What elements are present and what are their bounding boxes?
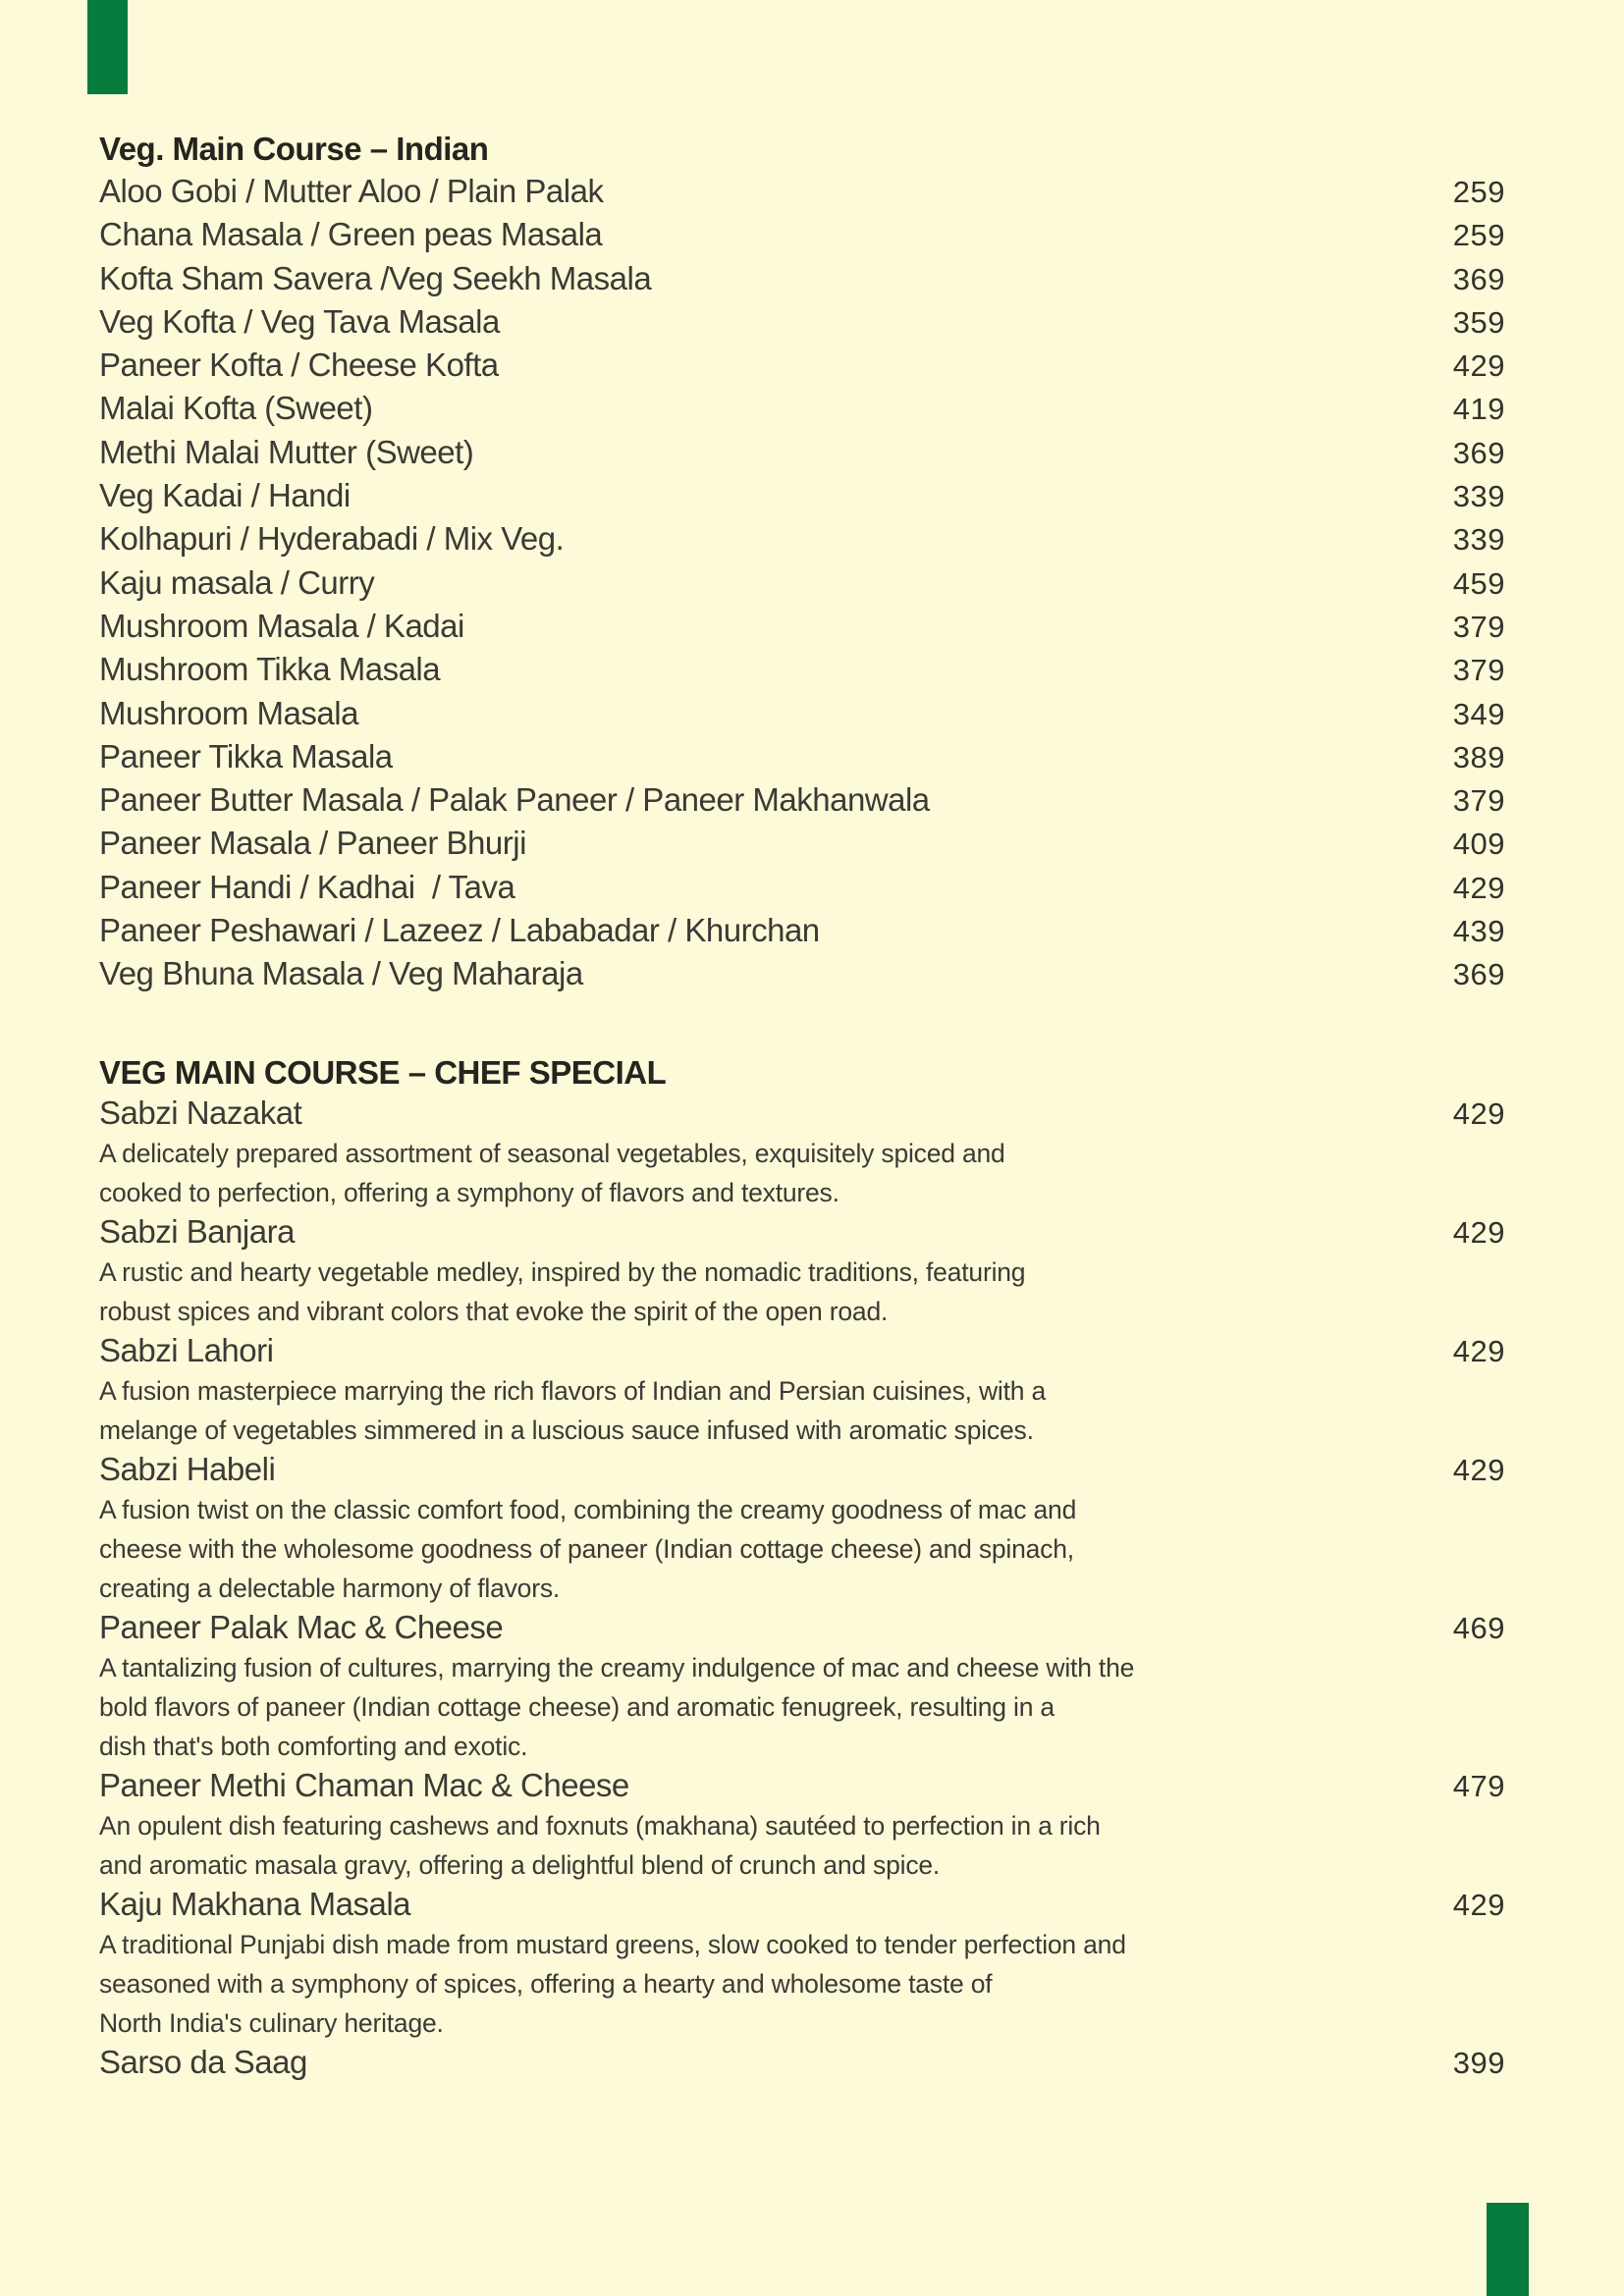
menu-item-row (99, 692, 1505, 735)
item-price: 339 (1452, 522, 1505, 558)
item-price: 429 (1452, 1452, 1505, 1487)
item-price: 359 (1452, 304, 1505, 340)
item-description-line: A tantalizing fusion of cultures, marrying the creamy indulgence of mac and cheese with the (99, 1652, 1135, 1682)
menu-item-row (99, 474, 1505, 517)
item-price: 469 (1452, 1610, 1505, 1645)
section-title: VEG MAIN COURSE – CHEF SPECIAL (99, 1053, 667, 1091)
item-name: Sabzi Banjara (99, 1212, 295, 1250)
item-price: 259 (1452, 218, 1505, 253)
menu-item-row (99, 1766, 1505, 1806)
section-title: Veg. Main Course – Indian (99, 131, 489, 167)
menu-item-row (99, 822, 1505, 865)
menu-item-row (99, 344, 1505, 387)
item-name: Malai Kofta (Sweet) (99, 390, 373, 427)
item-price: 429 (1452, 1333, 1505, 1368)
item-name: Mushroom Masala / Kadai (99, 607, 464, 644)
menu-item-row (99, 387, 1505, 430)
item-description-line: A rustic and hearty vegetable medley, inspired by the nomadic traditions, featuring (99, 1256, 1026, 1287)
item-name: Paneer Palak Mac & Cheese (99, 1608, 504, 1645)
item-price: 349 (1452, 696, 1505, 731)
item-name: Aloo Gobi / Mutter Aloo / Plain Palak (99, 173, 604, 209)
item-price: 379 (1452, 653, 1505, 688)
item-name: Sarso da Saag (99, 2043, 307, 2080)
item-price: 429 (1452, 870, 1505, 905)
item-description-line: and aromatic masala gravy, offering a delightful blend of crunch and spice. (99, 1849, 941, 1880)
item-price: 379 (1452, 609, 1505, 644)
menu-item-row (99, 257, 1505, 300)
item-description-line: cheese with the wholesome goodness of paneer (Indian cottage cheese) and spinach, (99, 1533, 1074, 1564)
menu-page (99, 128, 1505, 2083)
item-price: 479 (1452, 1768, 1505, 1803)
section-veg-main-course-chef-special (99, 1051, 1505, 2083)
item-price: 369 (1452, 261, 1505, 296)
item-price: 399 (1452, 2045, 1505, 2080)
item-name: Veg Kofta / Veg Tava Masala (99, 302, 500, 340)
menu-item-row (99, 1094, 1505, 1134)
item-name: Paneer Methi Chaman Mac & Cheese (99, 1766, 629, 1803)
item-name: Paneer Peshawari / Lazeez / Lababadar / Khurchan (99, 912, 820, 949)
item-price: 429 (1452, 1887, 1505, 1922)
item-price: 459 (1452, 565, 1505, 601)
item-price: 369 (1452, 957, 1505, 992)
item-name: Mushroom Tikka Masala (99, 651, 441, 688)
menu-item-row (99, 648, 1505, 691)
item-name: Veg Kadai / Handi (99, 477, 351, 514)
menu-item-row (99, 605, 1505, 648)
menu-item-row (99, 1331, 1505, 1371)
menu-item-row (99, 952, 1505, 995)
item-description-line: melange of vegetables simmered in a luscious sauce infused with aromatic spices. (99, 1415, 1034, 1445)
section-veg-main-course-indian (99, 128, 1505, 996)
item-description-line: cooked to perfection, offering a symphony of flavors and textures. (99, 1177, 839, 1207)
menu-item-row (99, 909, 1505, 952)
item-name: Chana Masala / Green peas Masala (99, 216, 603, 253)
item-name: Paneer Handi / Kadhai / Tava (99, 868, 515, 905)
item-price: 339 (1452, 479, 1505, 514)
item-description-line: bold flavors of paneer (Indian cottage cheese) and aromatic fenugreek, resulting in a (99, 1691, 1055, 1722)
menu-item-row (99, 2043, 1505, 2083)
item-name: Methi Malai Mutter (Sweet) (99, 433, 474, 470)
menu-item-row (99, 213, 1505, 256)
item-price: 389 (1452, 739, 1505, 774)
item-description-line: robust spices and vibrant colors that evoke the spirit of the open road. (99, 1296, 889, 1326)
item-price: 409 (1452, 827, 1505, 862)
item-name: Paneer Kofta / Cheese Kofta (99, 347, 499, 384)
menu-item-row (99, 1608, 1505, 1648)
item-description-line: A fusion masterpiece marrying the rich flavors of Indian and Persian cuisines, with a (99, 1375, 1046, 1406)
item-description-line: dish that's both comforting and exotic. (99, 1731, 528, 1761)
item-description-line: A traditional Punjabi dish made from mustard greens, slow cooked to tender perfection and (99, 1929, 1126, 1959)
item-price: 369 (1452, 435, 1505, 470)
item-price: 429 (1452, 1214, 1505, 1250)
item-name: Veg Bhuna Masala / Veg Maharaja (99, 955, 583, 992)
menu-item-row (99, 517, 1505, 561)
item-price: 259 (1452, 175, 1505, 209)
item-price: 439 (1452, 914, 1505, 949)
menu-item-row (99, 561, 1505, 605)
item-description-line: A delicately prepared assortment of seasonal vegetables, exquisitely spiced and (99, 1138, 1005, 1168)
item-price: 379 (1452, 783, 1505, 819)
item-name: Paneer Masala / Paneer Bhurji (99, 825, 526, 862)
item-name: Paneer Butter Masala / Palak Paneer / Paneer Makhanwala (99, 781, 930, 819)
menu-item-row (99, 1212, 1505, 1253)
item-price: 419 (1452, 392, 1505, 427)
item-name: Kaju Makhana Masala (99, 1885, 411, 1922)
item-name: Mushroom Masala (99, 694, 358, 731)
menu-item-row (99, 431, 1505, 474)
item-description-line: creating a delectable harmony of flavors. (99, 1573, 561, 1603)
item-description-line: A fusion twist on the classic comfort food, combining the creamy goodness of mac and (99, 1494, 1077, 1524)
menu-item-row (99, 170, 1505, 213)
accent-bar-top (87, 0, 128, 94)
item-description-line: North India's culinary heritage. (99, 2007, 444, 2038)
menu-item-row (99, 1885, 1505, 1925)
item-description-line: An opulent dish featuring cashews and foxnuts (makhana) sautéed to perfection in a rich (99, 1810, 1101, 1841)
item-name: Kofta Sham Savera /Veg Seekh Masala (99, 259, 652, 296)
menu-item-row (99, 1450, 1505, 1490)
item-name: Kolhapuri / Hyderabadi / Mix Veg. (99, 520, 565, 558)
item-name: Sabzi Lahori (99, 1331, 274, 1368)
item-description-line: seasoned with a symphony of spices, offering a hearty and wholesome taste of (99, 1968, 993, 1999)
menu-item-row (99, 735, 1505, 778)
item-name: Sabzi Nazakat (99, 1094, 302, 1131)
item-name: Paneer Tikka Masala (99, 737, 393, 774)
item-price: 429 (1452, 348, 1505, 384)
item-name: Sabzi Habeli (99, 1450, 276, 1487)
item-name: Kaju masala / Curry (99, 563, 375, 601)
accent-bar-bottom (1487, 2203, 1529, 2296)
menu-item-row (99, 300, 1505, 344)
menu-item-row (99, 866, 1505, 909)
menu-item-row (99, 778, 1505, 822)
item-price: 429 (1452, 1095, 1505, 1131)
